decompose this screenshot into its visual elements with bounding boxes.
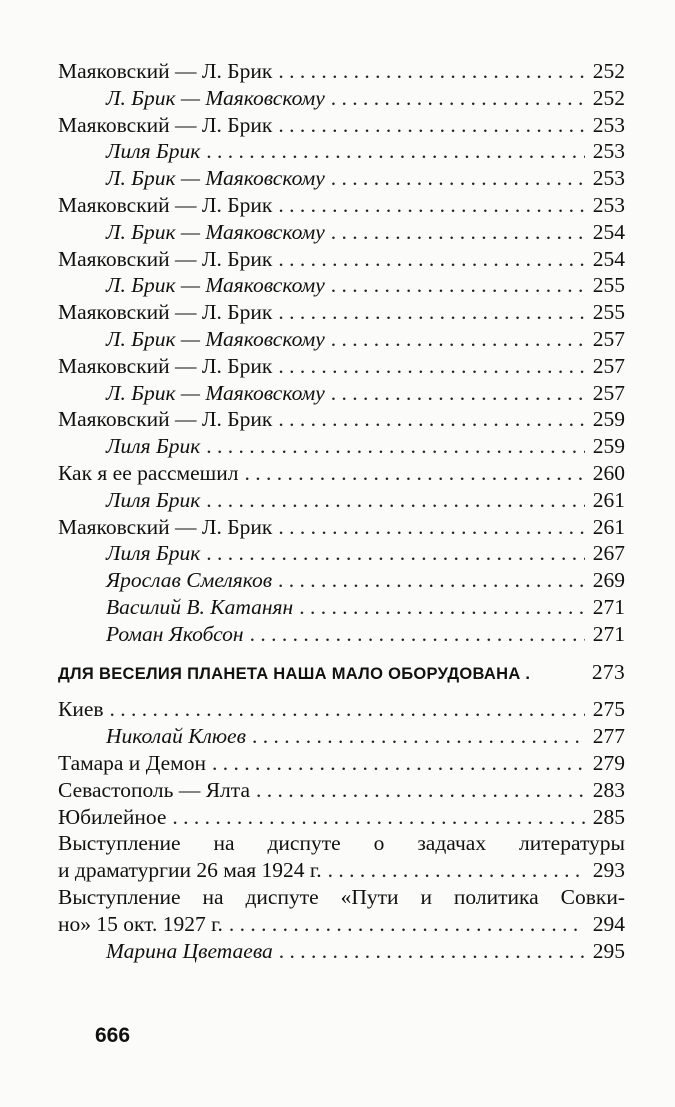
toc-entry-title: Тамара и Демон bbox=[58, 750, 207, 775]
section-page: 273 bbox=[591, 659, 625, 684]
toc-entry-line: Выступление на диспуте «Пути и политика Совки- bbox=[58, 884, 625, 909]
toc-entry bbox=[58, 487, 625, 514]
toc-entry-title: Николай Клюев bbox=[106, 724, 246, 749]
toc-entry bbox=[58, 192, 625, 219]
leader-dots bbox=[110, 696, 585, 723]
leader-dots bbox=[278, 567, 585, 594]
leader-dots bbox=[328, 857, 585, 884]
toc-entry-title: Как я ее рассмешил bbox=[58, 460, 239, 485]
leader-dots bbox=[278, 514, 585, 541]
toc-entry-line: Выступление на диспуте о задачах литературы bbox=[58, 831, 625, 856]
toc-entry-speech-1 bbox=[58, 830, 625, 884]
toc-entry-title: Л. Брик — Маяковскому bbox=[106, 166, 325, 191]
leader-dots bbox=[331, 85, 585, 112]
toc-entry bbox=[58, 165, 625, 192]
toc-entry bbox=[58, 58, 625, 85]
leader-dots bbox=[206, 487, 585, 514]
toc-entry bbox=[58, 219, 625, 246]
toc-entry bbox=[58, 353, 625, 380]
toc-entry-title: Маяковский — Л. Брик bbox=[58, 246, 273, 271]
toc-entry-title: Л. Брик — Маяковскому bbox=[106, 85, 325, 110]
toc-entry-title: Юбилейное bbox=[58, 804, 167, 829]
toc-entry-page: 252 bbox=[592, 59, 625, 83]
section-title: ДЛЯ ВЕСЕЛИЯ ПЛАНЕТА НАША МАЛО ОБОРУДОВАНА . bbox=[58, 664, 531, 683]
toc-entry-page: 271 bbox=[592, 594, 625, 619]
toc-entry-title: Маяковский — Л. Брик bbox=[58, 300, 273, 325]
toc-entry-title: Киев bbox=[58, 697, 104, 722]
toc-entry-title: Роман Якобсон bbox=[106, 621, 244, 646]
toc-entry-title: Маяковский — Л. Брик bbox=[58, 192, 273, 217]
toc-entry bbox=[58, 326, 625, 353]
toc-entry-page: 255 bbox=[592, 300, 625, 325]
toc-entry bbox=[58, 540, 625, 567]
toc-entry-title: Маяковский — Л. Брик bbox=[58, 112, 273, 137]
toc-entry-page: 275 bbox=[592, 697, 625, 722]
toc-entry-page: 295 bbox=[592, 938, 625, 963]
toc-entry bbox=[58, 380, 625, 407]
toc-entry bbox=[58, 594, 625, 621]
toc-entry-title: Маяковский — Л. Брик bbox=[58, 353, 273, 378]
leader-dots bbox=[278, 406, 585, 433]
toc-entry-title: Маяковский — Л. Брик bbox=[58, 407, 273, 432]
page-number: 666 bbox=[95, 1024, 131, 1047]
toc-entry bbox=[58, 272, 625, 299]
toc-entry bbox=[58, 938, 625, 965]
toc-entry-page: 271 bbox=[592, 621, 625, 646]
toc-entry-title: и драматургии 26 мая 1924 г. bbox=[58, 858, 322, 883]
toc-entry bbox=[58, 112, 625, 139]
leader-dots bbox=[206, 433, 585, 460]
leader-dots bbox=[252, 723, 585, 750]
leader-dots bbox=[244, 460, 585, 487]
leader-dots bbox=[331, 165, 585, 192]
toc-entry-page: 255 bbox=[592, 273, 625, 298]
toc-entry-title: Лиля Брик bbox=[106, 139, 201, 164]
toc-entry-title: Л. Брик — Маяковскому bbox=[106, 219, 325, 244]
toc-entry-page: 257 bbox=[592, 380, 625, 405]
leader-dots bbox=[331, 326, 585, 353]
toc-entry-title: Ярослав Смеляков bbox=[106, 568, 273, 593]
leader-dots bbox=[250, 621, 585, 648]
toc-entry-page: 259 bbox=[592, 434, 625, 459]
leader-dots bbox=[256, 777, 585, 804]
toc-entry bbox=[58, 460, 625, 487]
toc-entry-title: Севастополь — Ялта bbox=[58, 777, 250, 802]
toc-entry bbox=[58, 567, 625, 594]
toc-entry-page: 267 bbox=[592, 541, 625, 566]
toc-entry-page: 252 bbox=[592, 85, 625, 110]
toc-entry-title: Л. Брик — Маяковскому bbox=[106, 380, 325, 405]
toc-entry-line bbox=[58, 911, 625, 938]
toc-entry bbox=[58, 723, 625, 750]
toc-entry-page: 277 bbox=[592, 724, 625, 749]
leader-dots bbox=[278, 192, 585, 219]
leader-dots bbox=[206, 540, 585, 567]
toc-entry-page: 259 bbox=[592, 407, 625, 432]
leader-dots bbox=[206, 138, 585, 165]
toc-entry-title: Л. Брик — Маяковскому bbox=[106, 273, 325, 298]
toc-entry-page: 293 bbox=[592, 858, 625, 883]
toc-entry bbox=[58, 138, 625, 165]
toc-entry-page: 283 bbox=[592, 777, 625, 802]
toc-entry bbox=[58, 299, 625, 326]
toc-entry bbox=[58, 433, 625, 460]
section-heading bbox=[58, 660, 625, 687]
toc-entry-title: Лиля Брик bbox=[106, 541, 201, 566]
toc-entry-page: 294 bbox=[592, 911, 625, 936]
table-of-contents bbox=[58, 58, 625, 964]
toc-entry-title: Марина Цветаева bbox=[106, 938, 273, 963]
toc-entry-page: 253 bbox=[592, 112, 625, 137]
toc-entry bbox=[58, 246, 625, 273]
toc-entry bbox=[58, 804, 625, 831]
toc-entry-page: 260 bbox=[592, 460, 625, 485]
toc-entry-page: 261 bbox=[592, 487, 625, 512]
toc-entry bbox=[58, 777, 625, 804]
leader-dots bbox=[278, 246, 585, 273]
toc-entry-page: 253 bbox=[592, 139, 625, 164]
toc-entry-title: но» 15 окт. 1927 г. bbox=[58, 911, 223, 936]
leader-dots bbox=[299, 594, 585, 621]
toc-entry-title: Василий В. Катанян bbox=[106, 594, 294, 619]
toc-entry-page: 253 bbox=[592, 192, 625, 217]
toc-entry-page: 285 bbox=[592, 804, 625, 829]
toc-entry-title: Лиля Брик bbox=[106, 434, 201, 459]
toc-entry bbox=[58, 750, 625, 777]
toc-entry-title: Маяковский — Л. Брик bbox=[58, 514, 273, 539]
toc-entry-title: Маяковский — Л. Брик bbox=[58, 59, 273, 83]
leader-dots bbox=[331, 380, 585, 407]
toc-entry-title: Л. Брик — Маяковскому bbox=[106, 326, 325, 351]
toc-entry-speech-2 bbox=[58, 884, 625, 938]
toc-entry-page: 261 bbox=[592, 514, 625, 539]
toc-entry bbox=[58, 621, 625, 648]
toc-list-bottom bbox=[58, 696, 625, 830]
toc-entry-line bbox=[58, 857, 625, 884]
toc-entry-page: 254 bbox=[592, 246, 625, 271]
toc-entry bbox=[58, 85, 625, 112]
toc-entry bbox=[58, 696, 625, 723]
toc-entry-page: 253 bbox=[592, 166, 625, 191]
toc-entry bbox=[58, 406, 625, 433]
toc-list-top bbox=[58, 58, 625, 648]
leader-dots bbox=[279, 938, 585, 965]
leader-dots bbox=[278, 112, 585, 139]
leader-dots bbox=[331, 219, 585, 246]
toc-entry-page: 269 bbox=[592, 568, 625, 593]
toc-entry-page: 257 bbox=[592, 326, 625, 351]
toc-entry-page: 254 bbox=[592, 219, 625, 244]
toc-entry bbox=[58, 514, 625, 541]
leader-dots bbox=[278, 299, 585, 326]
leader-dots bbox=[278, 58, 585, 85]
leader-dots bbox=[212, 750, 585, 777]
leader-dots bbox=[172, 804, 585, 831]
toc-entry-title: Лиля Брик bbox=[106, 487, 201, 512]
leader-dots bbox=[278, 353, 585, 380]
leader-dots bbox=[229, 911, 585, 938]
toc-entry-page: 257 bbox=[592, 353, 625, 378]
toc-entry-page: 279 bbox=[592, 750, 625, 775]
leader-dots bbox=[331, 272, 585, 299]
